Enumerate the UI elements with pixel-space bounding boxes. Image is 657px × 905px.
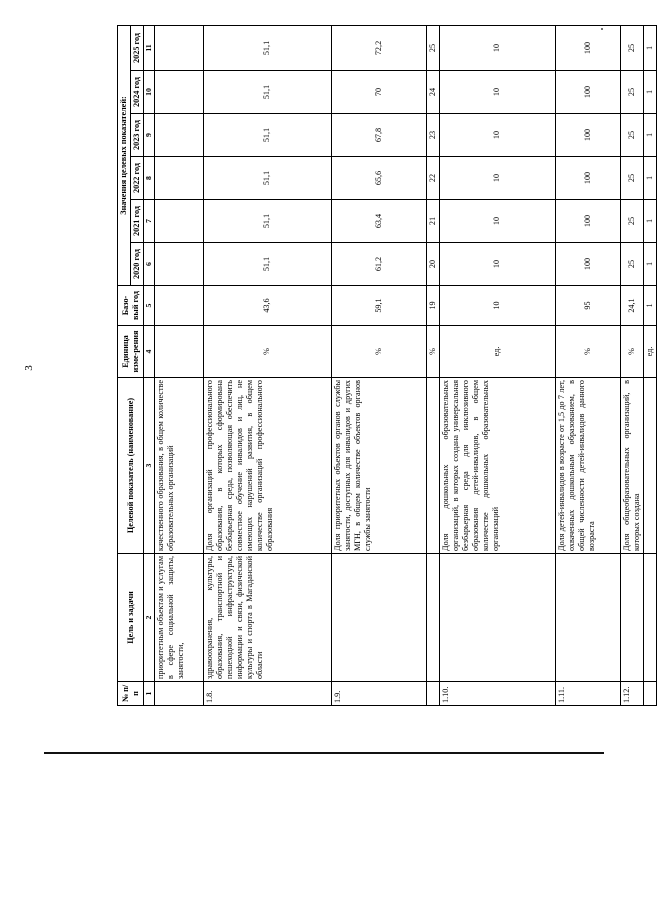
column-number: 9: [144, 114, 155, 157]
header-unit: Единица изме-рения: [118, 326, 144, 378]
baseline-cell: 10: [439, 286, 555, 326]
table-row: [620, 25, 643, 705]
table-row: [555, 25, 620, 705]
value-cell: 24: [426, 71, 439, 114]
indicator-cell: Доля общеобразовательных организаций, в которых создана: [620, 378, 643, 554]
unit-cell: %: [620, 326, 643, 378]
baseline-cell: 24,1: [620, 286, 643, 326]
value-cell: 25: [620, 25, 643, 70]
unit-cell: %: [203, 326, 331, 378]
row-number: 1.11.: [555, 682, 620, 706]
goal-cell: [555, 554, 620, 682]
value-cell: 10: [439, 157, 555, 200]
column-numbers-row: [144, 25, 155, 705]
baseline-cell: 19: [426, 286, 439, 326]
unit-cell: %: [426, 326, 439, 378]
indicator-cell: Доля детей-инвалидов в возрасте от 1,5 до 7 лет, охваченных дошкольным образованием, в общей численности детей-инвалидов данного возраста: [555, 378, 620, 554]
goal-cell: [331, 554, 426, 682]
goal-cell: здравоохранения, культуры, образования, транспортной и пешеходной инфраструктуры, информации и связи, физической культуры и спорта в Магаданской области: [203, 554, 331, 682]
value-cell: 70: [331, 71, 426, 114]
value-cell: 51,1: [203, 71, 331, 114]
column-number: 11: [144, 25, 155, 70]
table-row: [203, 25, 331, 705]
value-cell: 10: [439, 243, 555, 286]
value-cell: 51,1: [203, 157, 331, 200]
table-row: [154, 25, 203, 705]
header-year: 2024 год: [131, 71, 144, 114]
value-cell: 51,1: [203, 243, 331, 286]
value-cell: 67,8: [331, 114, 426, 157]
column-number: 6: [144, 243, 155, 286]
column-number: 8: [144, 157, 155, 200]
value-cell: 25: [620, 243, 643, 286]
value-cell: 10: [439, 71, 555, 114]
goal-cell: [439, 554, 555, 682]
indicator-cell: [426, 378, 439, 554]
column-number: 7: [144, 200, 155, 243]
baseline-cell: 43,6: [203, 286, 331, 326]
value-cell: 51,1: [203, 114, 331, 157]
row-number: [426, 682, 439, 706]
rotated-table-container: [117, 26, 654, 706]
value-cell: 21: [426, 200, 439, 243]
header-baseline: Базо-вый год: [118, 286, 144, 326]
baseline-cell: 59,1: [331, 286, 426, 326]
row-number: 1.8.: [203, 682, 331, 706]
column-number: 10: [144, 71, 155, 114]
page-rule: [44, 752, 604, 754]
goal-cell: приоритетным объектам и услугам в сфере социальной защиты, занятости,: [154, 554, 203, 682]
value-cell: 10: [439, 25, 555, 70]
baseline-cell: 1: [643, 286, 656, 326]
value-cell: 20: [426, 243, 439, 286]
goal-cell: [643, 554, 656, 682]
value-cell: 100: [555, 71, 620, 114]
table-row: [426, 25, 439, 705]
value-cell: [154, 114, 203, 157]
value-cell: 25: [426, 25, 439, 70]
page-number: 3: [22, 365, 35, 371]
column-number: 2: [144, 554, 155, 682]
value-cell: 1: [643, 243, 656, 286]
value-cell: 61,2: [331, 243, 426, 286]
value-cell: 25: [620, 114, 643, 157]
header-values-group: Значения целевых показателей:: [118, 25, 131, 285]
value-cell: 25: [620, 71, 643, 114]
value-cell: [154, 25, 203, 70]
indicator-cell: качественного образования, в общем количестве образовательных организаций: [154, 378, 203, 554]
column-number: 3: [144, 378, 155, 554]
row-number: [154, 682, 203, 706]
value-cell: 100: [555, 114, 620, 157]
row-number: 1.12.: [620, 682, 643, 706]
unit-cell: [154, 326, 203, 378]
value-cell: 63,4: [331, 200, 426, 243]
row-number: 1.9.: [331, 682, 426, 706]
column-number: 1: [144, 682, 155, 706]
value-cell: [154, 243, 203, 286]
goal-cell: [620, 554, 643, 682]
value-cell: 72,2: [331, 25, 426, 70]
row-number: 1.10.: [439, 682, 555, 706]
column-number: 5: [144, 286, 155, 326]
goal-cell: [426, 554, 439, 682]
header-year: 2021 год: [131, 200, 144, 243]
value-cell: [154, 157, 203, 200]
indicator-cell: [643, 378, 656, 554]
value-cell: 100: [555, 157, 620, 200]
value-cell: 1: [643, 200, 656, 243]
table-row: [439, 25, 555, 705]
baseline-cell: 95: [555, 286, 620, 326]
indicator-cell: Доля организаций профессионального образования, в которых сформирована безбарьерная среда, позволяющая обеспечить совместное обучение инвалидов и лиц, не имеющих нарушений развития, в общем количестве организаций профессионального образования: [203, 378, 331, 554]
header-year: 2022 год: [131, 157, 144, 200]
value-cell: 51,1: [203, 200, 331, 243]
unit-cell: %: [555, 326, 620, 378]
target-indicators-table: [117, 25, 657, 706]
value-cell: 1: [643, 71, 656, 114]
indicator-cell: Доля приоритетных объектов органов службы занятости, доступных для инвалидов и других МГН, в общем количестве объектов органов службы занятости: [331, 378, 426, 554]
header-year: 2023 год: [131, 114, 144, 157]
header-year: 2025 год: [131, 25, 144, 70]
unit-cell: ед.: [643, 326, 656, 378]
header-year: 2020 год: [131, 243, 144, 286]
value-cell: 10: [439, 114, 555, 157]
value-cell: 10: [439, 200, 555, 243]
indicator-cell: Доля дошкольных образовательных организаций, в которых создана универсальная безбарьерная среда для инклюзивного образования детей-инвалидов, в общем количестве дошкольных образовательных организаций: [439, 378, 555, 554]
value-cell: 100: [555, 243, 620, 286]
value-cell: 1: [643, 157, 656, 200]
column-number: 4: [144, 326, 155, 378]
value-cell: 100: [555, 25, 620, 70]
baseline-cell: [154, 286, 203, 326]
value-cell: 51,1: [203, 25, 331, 70]
header-indicator: Целевой показатель (наименование): [118, 378, 144, 554]
row-number: [643, 682, 656, 706]
header-row: [118, 25, 131, 705]
value-cell: 23: [426, 114, 439, 157]
value-cell: 1: [643, 114, 656, 157]
value-cell: 25: [620, 200, 643, 243]
header-num: № п/п: [118, 682, 144, 706]
value-cell: 65,6: [331, 157, 426, 200]
header-goal: Цель и задачи: [118, 554, 144, 682]
value-cell: [154, 71, 203, 114]
unit-cell: ед.: [439, 326, 555, 378]
value-cell: 1: [643, 25, 656, 70]
unit-cell: %: [331, 326, 426, 378]
value-cell: 100: [555, 200, 620, 243]
value-cell: 22: [426, 157, 439, 200]
table-row: [331, 25, 426, 705]
value-cell: 25: [620, 157, 643, 200]
table-row: [643, 25, 656, 705]
value-cell: [154, 200, 203, 243]
